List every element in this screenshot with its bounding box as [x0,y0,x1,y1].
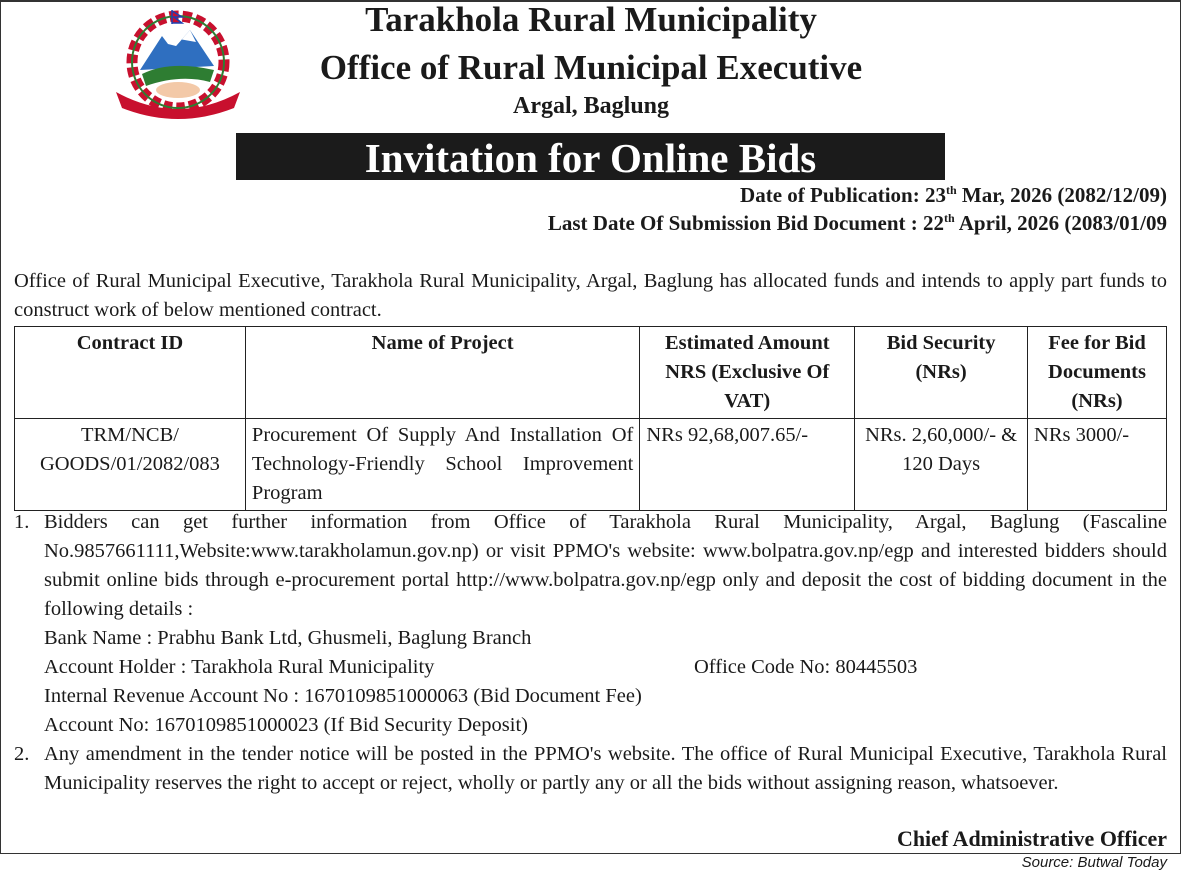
office-location: Argal, Baglung [512,93,670,119]
estimated-amount-cell: NRs 92,68,007.65/- [640,419,855,511]
intro-paragraph: Office of Rural Municipal Executive, Tarakhola Rural Municipality, Argal, Baglung has allocated funds and intends to apply part funds to construct work of below mentioned contract. [14,270,1167,321]
account-holder: Account Holder : Tarakhola Rural Municipality [44,656,435,678]
nepal-emblem-logo [110,8,246,120]
header-bid-fee: Fee for Bid Documents (NRs) [1028,327,1167,419]
header-project-name: Name of Project [245,327,639,419]
conditions-list [14,508,1167,798]
bid-fee-cell: NRs 3000/- [1028,419,1167,511]
project-name-cell: Procurement Of Supply And Installation Of Technology-Friendly School Improvement Program [245,419,639,511]
submission-deadline: Last Date Of Submission Bid Document : 22th April, 2026 (2083/01/09 [547,211,1167,235]
list-item [14,740,1167,798]
header-bid-security: Bid Security (NRs) [855,327,1028,419]
notice-title-banner: Invitation for Online Bids [236,133,945,180]
list-item-text: Bidders can get further information from Office of Tarakhola Rural Municipality, Argal, Baglung (Fascaline No.9857661111,Website:www.tarakholamun.gov.np) or visit PPMO's website: www.bolpatra.gov.np/egp and interested bidders should submit online bids through e-procurement portal http://www.bolpatra.gov.np/egp only and deposit the cost of bidding document in the following details : [44,511,1167,620]
office-name: Office of Rural Municipal Executive [319,48,863,87]
security-account: Account No: 1670109851000023 (If Bid Security Deposit) [44,714,528,736]
table-row [15,419,1167,511]
header-estimated-amount: Estimated Amount NRS (Exclusive Of VAT) [640,327,855,419]
office-code: Office Code No: 80445503 [694,656,918,678]
list-item-text: Any amendment in the tender notice will be posted in the PPMO's website. The office of Rural Municipal Executive, Tarakhola Rural Municipality reserves the right to accept or reject, wholly or partly any or all the bids without assigning reason, whatsoever. [44,743,1167,794]
contract-id-cell: TRM/NCB/ GOODS/01/2082/083 [15,419,246,511]
municipality-name: Tarakhola Rural Municipality [365,0,817,39]
revenue-account: Internal Revenue Account No : 1670109851000063 (Bid Document Fee) [44,685,642,707]
account-holder-row [14,653,1167,682]
list-number: 1. [14,511,30,533]
source-credit: Source: Butwal Today [1021,854,1167,871]
list-number: 2. [14,743,30,765]
header-contract-id: Contract ID [15,327,246,419]
table-header-row [15,327,1167,419]
contract-table [14,326,1167,511]
list-item [14,508,1167,624]
bank-name: Bank Name : Prabhu Bank Ltd, Ghusmeli, Baglung Branch [44,627,532,649]
bid-security-cell: NRs. 2,60,000/- & 120 Days [855,419,1028,511]
signatory-title: Chief Administrative Officer [896,826,1167,851]
publication-date: Date of Publication: 23th Mar, 2026 (2082/12/09) [740,183,1167,207]
